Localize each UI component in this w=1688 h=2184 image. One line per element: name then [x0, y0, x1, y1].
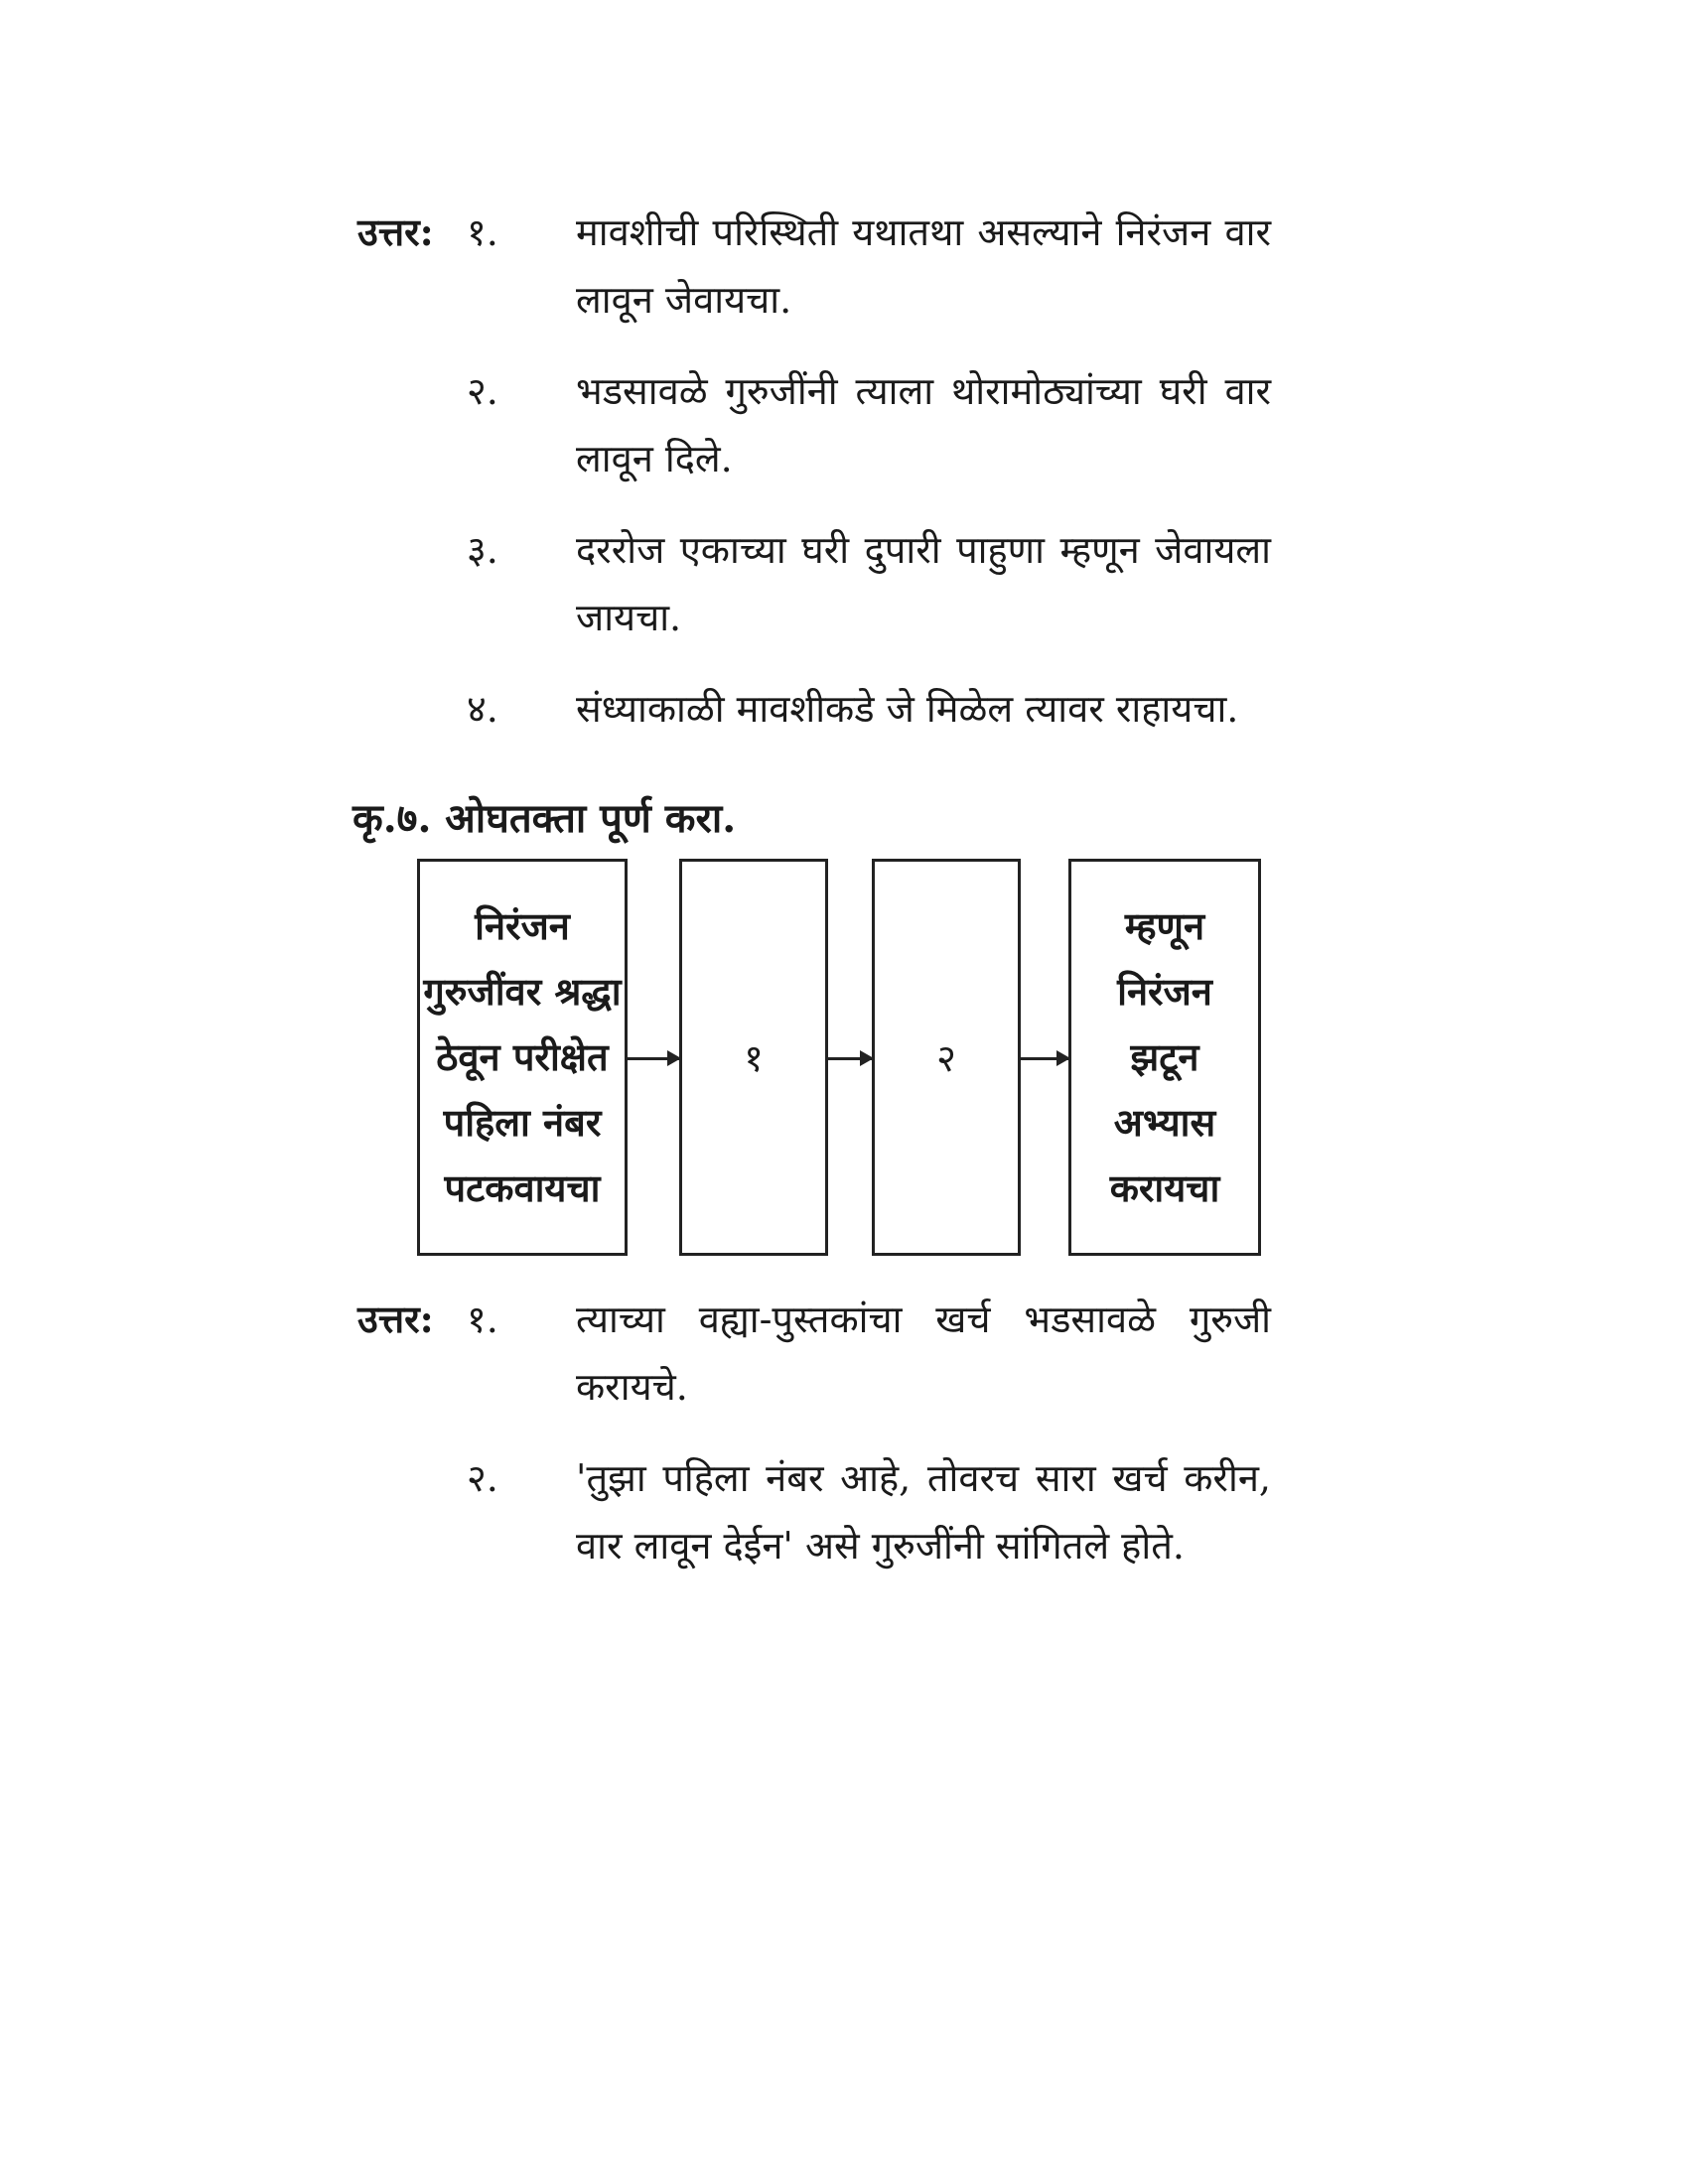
answer-item — [357, 199, 1271, 334]
answer-text: संध्याकाळी मावशीकडे जे मिळेल त्यावर राहायचा. — [576, 687, 1239, 731]
flowchart — [417, 859, 1271, 1256]
flow-arrow — [628, 1057, 679, 1060]
answer-block-2 — [357, 1286, 1271, 1603]
flowchart-box-blank-1 — [679, 859, 828, 1256]
answer-item — [357, 675, 1271, 743]
answer-number: ४. — [467, 687, 498, 731]
answer-number: ३. — [467, 528, 498, 572]
answer-label: उत्तर: — [357, 1297, 434, 1341]
answer-item — [357, 1286, 1271, 1421]
question-heading: कृ.७. ओघतक्ता पूर्ण करा. — [352, 795, 737, 842]
flowchart-box-end-text: म्हणून निरंजन झटून अभ्यास करायचा — [1109, 903, 1220, 1210]
answer-text: भडसावळे गुरुजींनी त्याला थोरामोठ्यांच्या घरी वार लावून दिले. — [576, 369, 1271, 480]
answer-number: १. — [467, 210, 498, 254]
flowchart-box-number: २ — [936, 1036, 956, 1080]
answer-item — [357, 1444, 1271, 1579]
flowchart-box-number: १ — [744, 1036, 764, 1080]
flowchart-box-blank-2 — [872, 859, 1021, 1256]
answer-text: 'तुझा पहिला नंबर आहे, तोवरच सारा खर्च करीन, वार लावून देईन' असे गुरुजींनी सांगितले होते. — [576, 1456, 1271, 1568]
answer-number: २. — [467, 1456, 498, 1500]
answer-text: दररोज एकाच्या घरी दुपारी पाहुणा म्हणून जेवायला जायचा. — [576, 528, 1271, 639]
flow-arrow — [828, 1057, 872, 1060]
flow-arrow — [1021, 1057, 1068, 1060]
answer-number: १. — [467, 1297, 498, 1341]
answer-item — [357, 357, 1271, 492]
flowchart-box-end — [1068, 859, 1261, 1256]
answer-item — [357, 516, 1271, 651]
flowchart-box-start — [417, 859, 628, 1256]
answer-number: २. — [467, 369, 498, 413]
answer-text: त्याच्या वह्या-पुस्तकांचा खर्च भडसावळे गुरुजी करायचे. — [576, 1297, 1271, 1409]
answer-block-1 — [357, 199, 1271, 766]
flowchart-box-start-text: निरंजन गुरुजींवर श्रद्धा ठेवून परीक्षेत पहिला नंबर पटकवायचा — [423, 903, 622, 1210]
answer-label: उत्तर: — [357, 209, 434, 254]
answer-text: मावशीची परिस्थिती यथातथा असल्याने निरंजन वार लावून जेवायचा. — [576, 210, 1271, 322]
